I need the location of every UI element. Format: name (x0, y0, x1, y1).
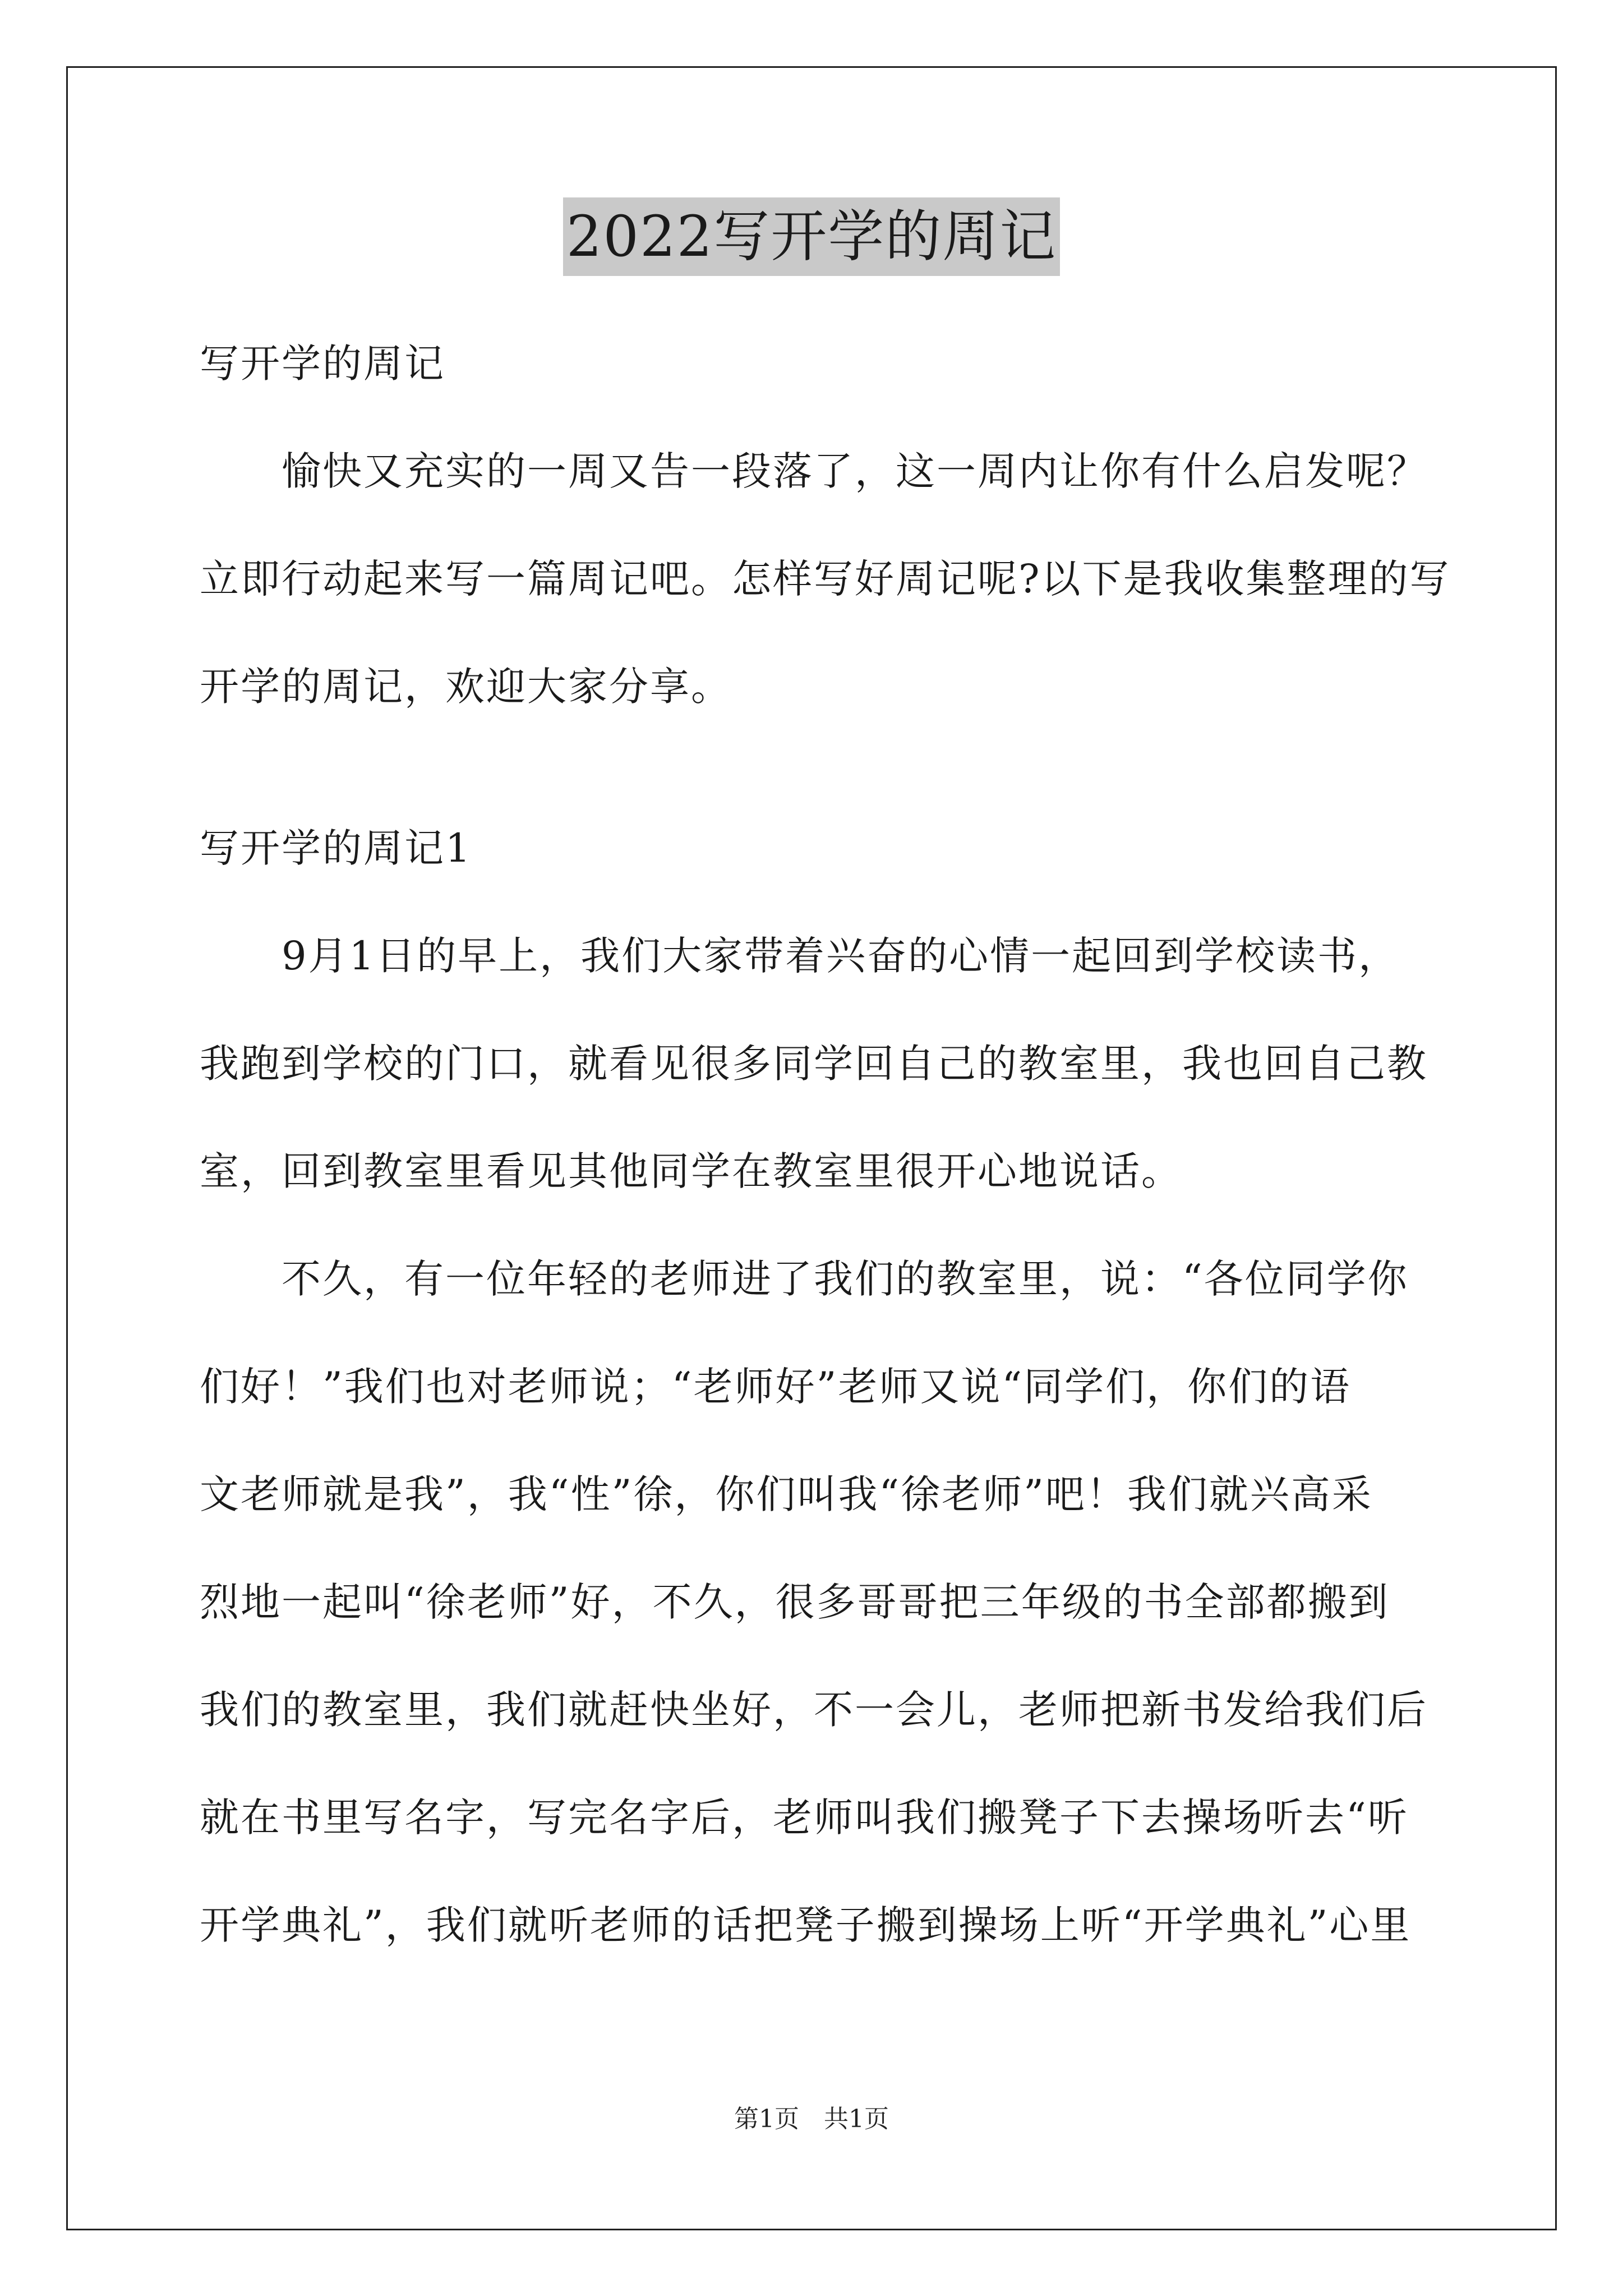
paragraph-line: 9月1日的早上，我们大家带着兴奋的心情一起回到学校读书， (200, 933, 1400, 979)
paragraph-line: 就在书里写名字，写完名字后，老师叫我们搬凳子下去操场听去“听 (200, 1795, 1409, 1841)
paragraph-line: 愉快又充实的一周又告一段落了，这一周内让你有什么启发呢？ (200, 448, 1428, 494)
paragraph-line: 不久，有一位年轻的老师进了我们的教室里，说：“各位同学你 (200, 1256, 1409, 1302)
section-heading: 写开学的周记1 (200, 825, 472, 871)
document-body (200, 337, 1451, 1952)
paragraph-line: 开学的周记，欢迎大家分享。 (200, 664, 732, 710)
title-container (0, 197, 1623, 276)
paragraph-line: 开学典礼”，我们就听老师的话把凳子搬到操场上听“开学典礼”心里 (200, 1902, 1412, 1948)
page-footer: 第1页 共1页 (734, 2105, 889, 2133)
paragraph-line: 室，回到教室里看见其他同学在教室里很开心地说话。 (200, 1148, 1182, 1194)
paragraph-line: 们好！”我们也对老师说；“老师好”老师又说“同学们，你们的语 (200, 1364, 1352, 1410)
paragraph-line: 立即行动起来写一篇周记吧。怎样写好周记呢?以下是我收集整理的写 (200, 556, 1451, 602)
paragraph-line: 我们的教室里，我们就赶快坐好，不一会儿，老师把新书发给我们后 (200, 1687, 1428, 1733)
paragraph-line: 我跑到学校的门口，就看见很多同学回自己的教室里，我也回自己教 (200, 1041, 1428, 1087)
spacer (200, 714, 1433, 821)
section-heading: 写开学的周记 (200, 341, 445, 386)
paragraph-line: 文老师就是我”，我“性”徐，你们叫我“徐老师”吧！我们就兴高采 (200, 1471, 1373, 1517)
paragraph-line: 烈地一起叫“徐老师”好，不久，很多哥哥把三年级的书全部都搬到 (200, 1579, 1390, 1625)
document-title: 2022写开学的周记 (563, 197, 1061, 276)
